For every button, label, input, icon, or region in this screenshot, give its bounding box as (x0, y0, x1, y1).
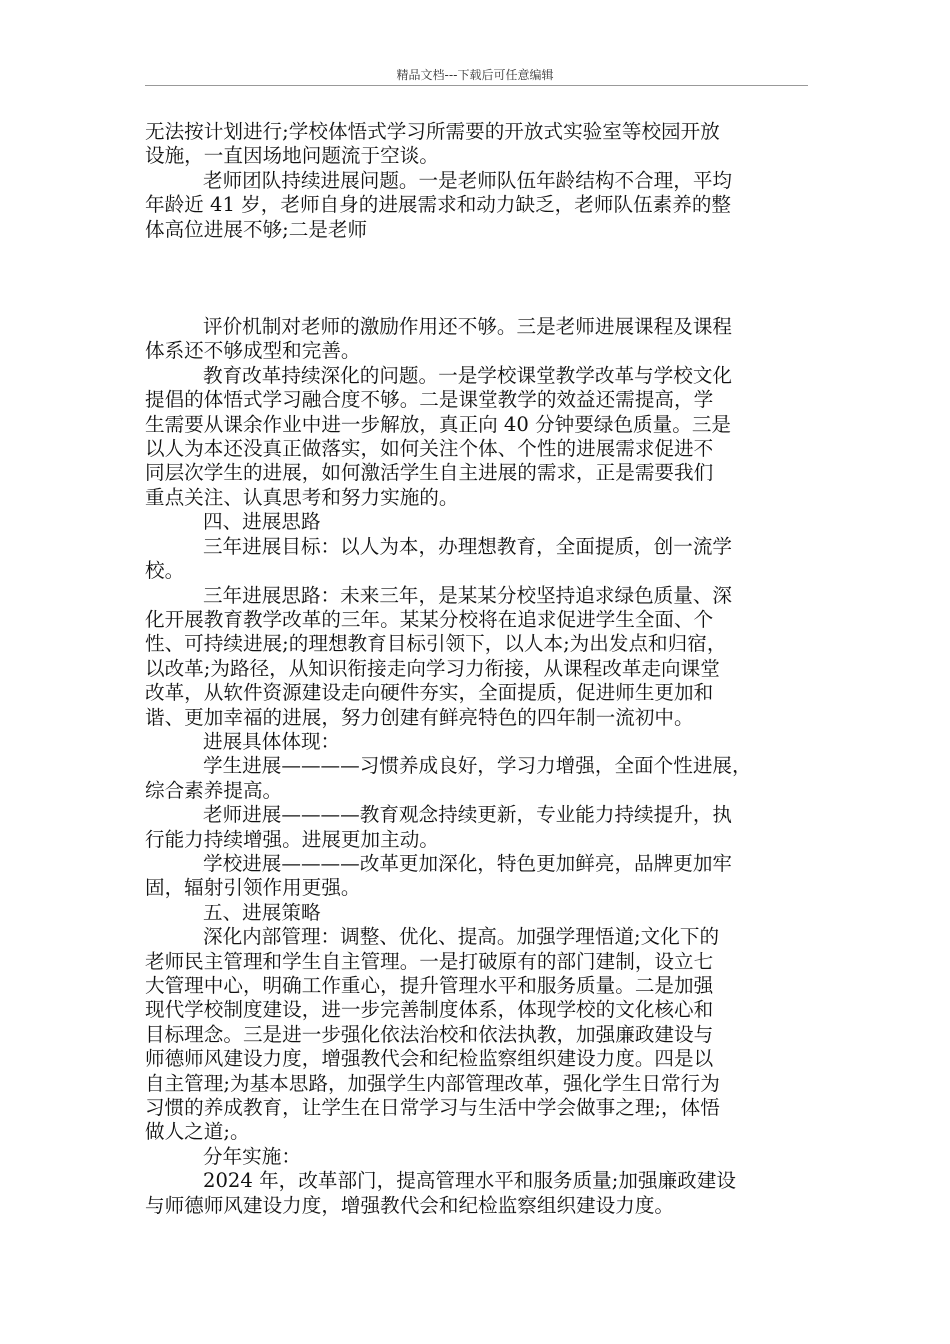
text-line: 以人为本还没真正做落实，如何关注个体、个性的进展需求促进不 (145, 437, 714, 461)
text-line: 做人之道;。 (145, 1120, 250, 1144)
paragraph-start: 进展具体体现： (203, 729, 341, 753)
text-line: 无法按计划进行;学校体悟式学习所需要的开放式实验室等校园开放 (145, 120, 720, 143)
paragraph-start: 2024 年，改革部门，提高管理水平和服务质量;加强廉政建设 (203, 1169, 736, 1193)
paragraph-start: 评价机制对老师的激励作用还不够。三是老师进展课程及课程 (203, 315, 733, 339)
page-break-gap (145, 242, 810, 315)
text-line: 设施，一直因场地问题流于空谈。 (145, 144, 439, 168)
paragraph-start: 学校进展————改革更加深化，特色更加鲜亮，品牌更加牢 (203, 851, 733, 875)
paragraph-start: 三年进展思路：未来三年，是某某分校坚持追求绿色质量、深 (203, 583, 733, 607)
text-line: 师德师风建设力度，增强教代会和纪检监察组织建设力度。四是以 (145, 1047, 714, 1071)
paragraph-start: 老师进展————教育观念持续更新，专业能力持续提升，执 (203, 803, 733, 827)
document-body (145, 120, 810, 1218)
text-line: 体系还不够成型和完善。 (145, 339, 361, 363)
text-line: 生需要从课余作业中进一步解放，真正向 40 分钟要绿色质量。三是 (145, 412, 732, 436)
text-line: 综合素养提高。 (145, 778, 283, 802)
text-line: 老师民主管理和学生自主管理。一是打破原有的部门建制，设立七 (145, 949, 714, 973)
text-line: 与师德师风建设力度，增强教代会和纪检监察组织建设力度。 (145, 1193, 675, 1217)
section-heading: 五、进展策略 (203, 900, 321, 924)
text-line: 重点关注、认真思考和努力实施的。 (145, 485, 459, 509)
text-line: 年龄近 41 岁，老师自身的进展需求和动力缺乏，老师队伍素养的整 (145, 193, 732, 217)
text-line: 同层次学生的进展，如何激活学生自主进展的需求，正是需要我们 (145, 461, 714, 485)
paragraph-start: 老师团队持续进展问题。一是老师队伍年龄结构不合理，平均 (203, 168, 733, 192)
paragraph-start: 教育改革持续深化的问题。一是学校课堂教学改革与学校文化 (203, 363, 733, 387)
text-line: 大管理中心，明确工作重心，提升管理水平和服务质量。二是加强 (145, 974, 714, 997)
text-line: 改革，从软件资源建设走向硬件夯实，全面提质，促进师生更加和 (145, 681, 714, 705)
text-line: 现代学校制度建设，进一步完善制度体系，体现学校的文化核心和 (145, 998, 714, 1022)
paragraph-start: 分年实施： (203, 1144, 301, 1168)
text-line: 固，辐射引领作用更强。 (145, 876, 361, 900)
text-line: 习惯的养成教育，让学生在日常学习与生活中学会做事之理;，体悟 (145, 1096, 720, 1120)
paragraph-start: 深化内部管理：调整、优化、提高。加强学理悟道;文化下的 (203, 925, 720, 949)
text-line: 自主管理;为基本思路，加强学生内部管理改革，强化学生日常行为 (145, 1071, 720, 1095)
text-line: 目标理念。三是进一步强化依法治校和依法执教，加强廉政建设与 (145, 1022, 714, 1046)
text-line: 行能力持续增强。进展更加主动。 (145, 827, 439, 851)
text-line: 校。 (145, 559, 185, 583)
paragraph-start: 三年进展目标：以人为本，办理想教育，全面提质，创一流学 (203, 534, 733, 558)
paragraph-start: 学生进展————习惯养成良好，学习力增强，全面个性进展， (203, 754, 752, 778)
text-line: 以改革;为路径，从知识衔接走向学习力衔接，从课程改革走向课堂 (145, 656, 720, 680)
text-line: 谐、更加幸福的进展，努力创建有鲜亮特色的四年制一流初中。 (145, 705, 694, 729)
section-heading: 四、进展思路 (203, 510, 321, 534)
header-divider (145, 85, 808, 86)
page-header: 精品文档---下载后可任意编辑 (396, 68, 554, 82)
text-line: 体高位进展不够;二是老师 (145, 217, 368, 241)
text-line: 化开展教育教学改革的三年。某某分校将在追求促进学生全面、个 (145, 607, 714, 631)
text-line: 性、可持续进展;的理想教育目标引领下，以人本;为出发点和归宿， (145, 632, 727, 656)
text-line: 提倡的体悟式学习融合度不够。二是课堂教学的效益还需提高，学 (145, 388, 714, 412)
